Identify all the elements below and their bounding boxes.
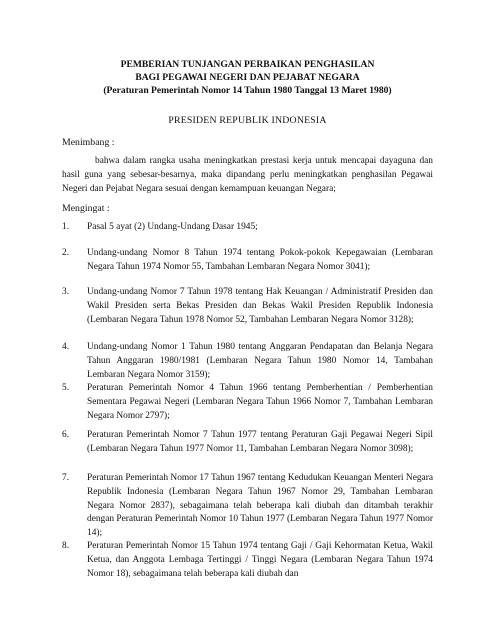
list-item-number: 2. — [62, 248, 70, 258]
list-item-number: 6. — [62, 430, 70, 440]
title-line-1: PEMBERIAN TUNJANGAN PERBAIKAN PENGHASILAN — [120, 59, 375, 70]
list-item-number: 3. — [62, 287, 70, 297]
list-item-text: Undang-undang Nomor 8 Tahun 1974 tentang Pokok-pokok Kepegawaian (Lembaran Negara Tahun 1974 Nomor 55, Tambahan Lembaran Negara Nomor 3041); — [87, 248, 433, 272]
list-item — [62, 540, 433, 581]
list-item-text: Undang-undang Nomor 7 Tahun 1978 tentang Hak Keuangan / Administratif Presiden dan Wakil Presiden serta Bekas Presiden dan Bekas Wakil Presiden Republik Indonesia (Lembaran Negara Tahun 1978 Nomor 52, Tambahan Lembaran Negara Nomor 3128); — [87, 287, 433, 325]
list-item — [62, 221, 433, 235]
title-line-3: (Peraturan Pemerintah Nomor 14 Tahun 1980 Tanggal 13 Maret 1980) — [103, 85, 392, 96]
list-item — [62, 472, 433, 541]
list-item — [62, 341, 433, 382]
menimbang-text: bahwa dalam rangka usaha meningkatkan prestasi kerja untuk mencapai dayaguna dan hasil guna yang sebesar-besarnya, maka dipandang perlu meningkatkan penghasilan Pegawai Negeri dan Pejabat Negara sesuai dengan kemampuan keuangan Negara; — [62, 156, 433, 194]
list-item-number: 5. — [62, 383, 70, 393]
list-item-text: Peraturan Pemerintah Nomor 7 Tahun 1977 tentang Peraturan Gaji Pegawai Negeri Sipil (Lembaran Negara Tahun 1977 Nomor 11, Tambahan Lembaran Negara Nomor 3098); — [87, 430, 433, 454]
document-title — [0, 58, 495, 97]
list-item-text: Peraturan Pemerintah Nomor 4 Tahun 1966 tentang Pemberhentian / Pemberhentian Sementara Pegawai Negeri (Lembaran Negara Tahun 1966 Nomor 7, Tambahan Lembaran Negara Nomor 2797); — [87, 383, 433, 421]
list-item — [62, 382, 433, 423]
list-item-text: Undang-undang Nomor 1 Tahun 1980 tentang Anggaran Pendapatan dan Belanja Negara Tahun Anggaran 1980/1981 (Lembaran Negara Tahun 1980 Nomor 14, Tambahan Lembaran Negara Nomor 3159); — [87, 342, 433, 380]
list-item — [62, 247, 433, 275]
title-line-2: BAGI PEGAWAI NEGERI DAN PEJABAT NEGARA — [135, 72, 360, 83]
list-item-text: Peraturan Pemerintah Nomor 17 Tahun 1967 tentang Kedudukan Keuangan Menteri Negara Republik Indonesia (Lembaran Negara Tahun 1967 Nomor 29, Tambahan Lembaran Negara Nomor 2837), sebagaimana telah beberapa kali diubah dan ditambah terakhir dengan Peraturan Pemerintah Nomor 10 Tahun 1977 (Lembaran Negara Tahun 1977 Nomor 14); — [87, 473, 433, 539]
mengingat-label: Mengingat : — [62, 203, 110, 214]
menimbang-label: Menimbang : — [62, 137, 115, 148]
menimbang-paragraph — [62, 155, 433, 196]
list-item-text: Peraturan Pemerintah Nomor 15 Tahun 1974 tentang Gaji / Gaji Kehormatan Ketua, Wakil Ketua, dan Anggota Lembaga Tertinggi / Tinggi Negara (Lembaran Negara Tahun 1974 Nomor 18), sebagaimana telah beberapa kali diubah dan — [87, 541, 433, 579]
issuer-heading: PRESIDEN REPUBLIK INDONESIA — [168, 115, 327, 126]
list-item-number: 7. — [62, 473, 70, 483]
list-item — [62, 429, 433, 457]
list-item-number: 1. — [62, 222, 70, 232]
list-item-number: 8. — [62, 541, 70, 551]
list-item-number: 4. — [62, 342, 70, 352]
list-item — [62, 286, 433, 327]
list-item-text: Pasal 5 ayat (2) Undang-Undang Dasar 1945; — [87, 222, 258, 232]
